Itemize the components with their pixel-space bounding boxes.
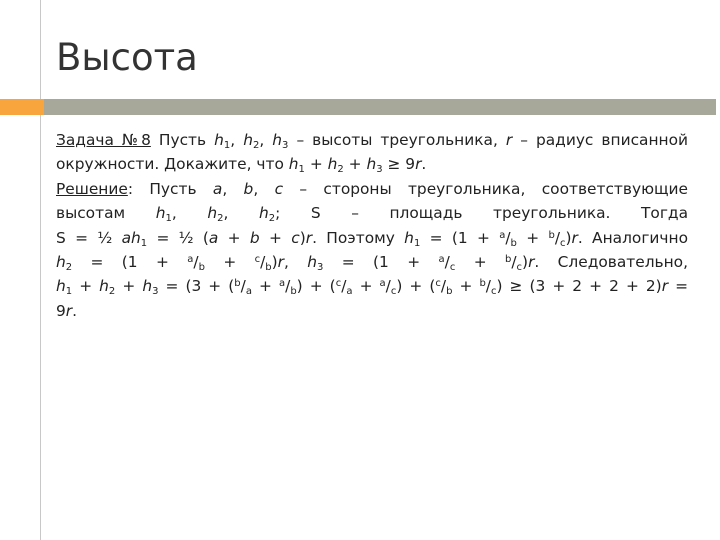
accent-bar-orange: [0, 99, 44, 115]
solution-line-5: $h_1 + h_2 + h_3 = (3 + (^b/_a + ^a/_b) + (^c/_a + ^a/_c) + (^c/_b + ^b/_c) \ge (3 + 2 + 2 + 2)r$ =: [56, 277, 688, 298]
slide-title: Высота: [56, 36, 198, 79]
solution-label: Решение: [56, 179, 128, 198]
problem-line-2: окружности. Докажите, что $h_1 + h_2 + h_3 \ge 9r$.: [56, 155, 427, 176]
problem-label: Задача №8: [56, 131, 151, 149]
solution-line-1: Решение: Пусть a, b, c – стороны треугольника, соответствующие: [56, 179, 688, 198]
solution-line-3: S = ½ $ah_1$ = ½ (a + b + c)r. Поэтому $h_1 = (1 + ^a/_b + ^b/_c)r$. Аналогично: [56, 228, 688, 249]
solution-line-2: высотам $h_1$, $h_2$, $h_2$; S – площадь треугольника. Тогда: [56, 204, 688, 225]
solution-line-4: $h_2 = (1 + ^a/_b + ^c/_b)r$, $h_3 = (1 + ^a/_c + ^b/_c)r$. Следовательно,: [56, 253, 688, 274]
left-frame-line: [40, 0, 41, 540]
accent-bar-gray: [44, 99, 716, 115]
problem-line-1: Задача №8 Пусть $h_1$, $h_2$, $h_3$ – высоты треугольника, r – радиус вписанной: [56, 131, 689, 151]
slide-content: [56, 128, 688, 323]
solution-line-6: 9r.: [56, 301, 78, 320]
